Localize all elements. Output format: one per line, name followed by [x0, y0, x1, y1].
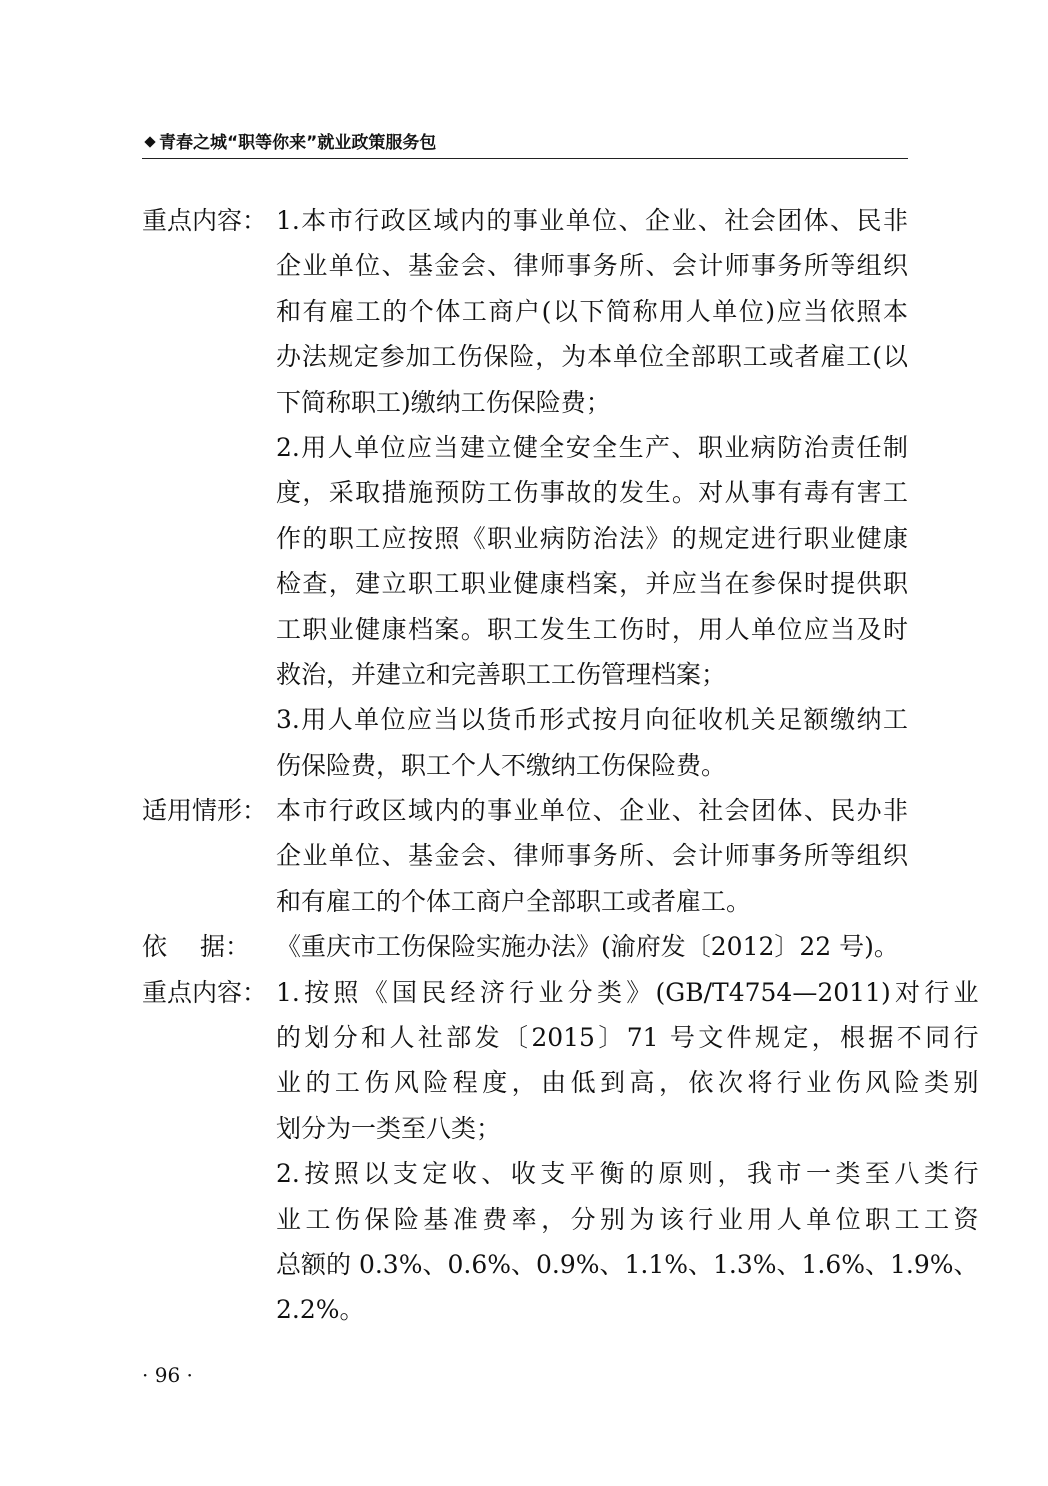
text-line: 的划分和人社部发〔2015〕71 号文件规定，根据不同行: [276, 1023, 979, 1053]
text-line: 1.按照《国民经济行业分类》(GB/T4754—2011)对行业: [276, 977, 979, 1007]
page-number: · 96 ·: [142, 1363, 193, 1387]
header-title: 青春之城“职等你来”就业政策服务包: [159, 133, 437, 153]
text-line: 2.2%。: [276, 1295, 365, 1325]
text-line: 划分为一类至八类；: [276, 1113, 502, 1143]
text-line: 作的职工应按照《职业病防治法》的规定进行职业健康: [276, 523, 908, 553]
text-line: 救治，并建立和完善职工工伤管理档案；: [276, 659, 727, 689]
text-line: 下简称职工)缴纳工伤保险费；: [276, 387, 611, 417]
text-line: 企业单位、基金会、律师事务所、会计师事务所等组织: [276, 841, 908, 871]
text-line: 总额的 0.3%、0.6%、0.9%、1.1%、1.3%、1.6%、1.9%、: [276, 1250, 979, 1279]
text-line: 和有雇工的个体工商户(以下简称用人单位)应当依照本: [276, 296, 908, 326]
text-line: 和有雇工的个体工商户全部职工或者雇工。: [276, 886, 752, 916]
text-line: 企业单位、基金会、律师事务所、会计师事务所等组织: [276, 251, 908, 281]
entry-label-left: 依: [142, 932, 168, 962]
text-line: 《重庆市工伤保险实施办法》(渝府发〔2012〕22 号)。: [276, 932, 899, 962]
text-line: 业工伤保险基准费率，分别为该行业用人单位职工工资: [276, 1204, 979, 1234]
entry-body: [276, 198, 908, 788]
text-line: 2.用人单位应当建立健全安全生产、职业病防治责任制: [276, 432, 908, 462]
entry-label: 重点内容：: [142, 206, 268, 235]
header-rule: [142, 158, 908, 159]
entry-body: [276, 924, 908, 969]
text-line: 度，采取措施预防工伤事故的发生。对从事有毒有害工: [276, 478, 908, 508]
diamond-bullet-icon: [144, 136, 155, 147]
text-line: 检查，建立职工职业健康档案，并应当在参保时提供职: [276, 569, 908, 599]
text-line: 工职业健康档案。职工发生工伤时，用人单位应当及时: [276, 614, 908, 644]
entry-key-content-2: [142, 970, 979, 1333]
text-line: 本市行政区域内的事业单位、企业、社会团体、民办非: [276, 796, 908, 826]
page-content: [142, 198, 979, 1333]
entry-label: [142, 924, 276, 969]
entry-label: 适用情形：: [142, 796, 268, 826]
entry-label-right: 据：: [199, 932, 250, 962]
text-line: 伤保险费，职工个人不缴纳工伤保险费。: [276, 750, 727, 780]
entry-basis: [142, 924, 908, 969]
text-line: 2.按照以支定收、收支平衡的原则，我市一类至八类行: [276, 1159, 979, 1189]
running-header: [142, 128, 908, 158]
entry-body: [276, 970, 979, 1333]
text-line: 办法规定参加工伤保险，为本单位全部职工或者雇工(以: [276, 342, 908, 372]
text-line: 1.本市行政区域内的事业单位、企业、社会团体、民非: [276, 206, 908, 235]
entry-label: 重点内容：: [142, 977, 268, 1007]
entry-key-content-1: [142, 198, 908, 788]
text-line: 3.用人单位应当以货币形式按月向征收机关足额缴纳工: [276, 705, 908, 735]
entry-body: [276, 788, 908, 924]
entry-applicable-situation: [142, 788, 908, 924]
text-line: 业的工伤风险程度，由低到高，依次将行业伤风险类别: [276, 1068, 979, 1098]
